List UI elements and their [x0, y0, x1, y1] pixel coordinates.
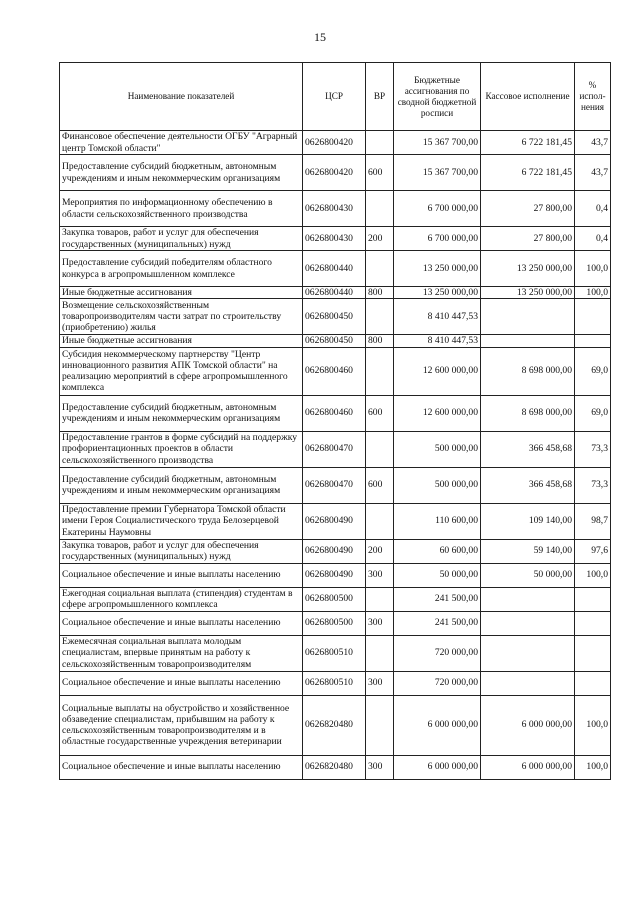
table-row	[60, 611, 611, 635]
row-name: Социальное обеспечение и иные выплаты населению	[60, 611, 303, 635]
row-budget: 500 000,00	[394, 431, 481, 467]
row-pct: 100,0	[575, 251, 611, 287]
row-csr: 0626800440	[303, 287, 366, 299]
row-budget: 8 410 447,53	[394, 335, 481, 347]
row-vr: 200	[366, 227, 394, 251]
row-cash: 8 698 000,00	[481, 347, 575, 395]
row-budget: 60 600,00	[394, 539, 481, 563]
row-csr: 0626800460	[303, 395, 366, 431]
row-vr: 300	[366, 671, 394, 695]
table-row	[60, 347, 611, 395]
row-vr: 300	[366, 755, 394, 779]
row-budget: 15 367 700,00	[394, 131, 481, 155]
table-row	[60, 287, 611, 299]
row-cash	[481, 335, 575, 347]
row-name: Мероприятия по информационному обеспечению в области сельскохозяйственного производства	[60, 191, 303, 227]
row-vr: 300	[366, 563, 394, 587]
row-vr: 600	[366, 395, 394, 431]
row-vr	[366, 635, 394, 671]
table-row	[60, 335, 611, 347]
row-budget: 241 500,00	[394, 611, 481, 635]
row-csr: 0626800470	[303, 431, 366, 467]
page-number: 15	[314, 30, 326, 44]
row-csr: 0626800450	[303, 335, 366, 347]
row-cash: 6 722 181,45	[481, 131, 575, 155]
row-pct	[575, 587, 611, 611]
row-cash: 8 698 000,00	[481, 395, 575, 431]
row-budget: 6 700 000,00	[394, 227, 481, 251]
row-csr: 0626800420	[303, 155, 366, 191]
row-pct: 73,3	[575, 431, 611, 467]
row-name: Социальное обеспечение и иные выплаты населению	[60, 755, 303, 779]
row-csr: 0626800470	[303, 467, 366, 503]
row-vr	[366, 503, 394, 539]
row-budget: 500 000,00	[394, 467, 481, 503]
row-vr	[366, 299, 394, 335]
row-csr: 0626800510	[303, 635, 366, 671]
row-vr	[366, 587, 394, 611]
table-row	[60, 131, 611, 155]
row-cash: 59 140,00	[481, 539, 575, 563]
budget-execution-table	[59, 62, 611, 780]
table-row	[60, 431, 611, 467]
row-csr: 0626820480	[303, 695, 366, 755]
header-cash: Кассовое исполнение	[481, 63, 575, 131]
row-name: Закупка товаров, работ и услуг для обеспечения государственных (муниципальных) нужд	[60, 227, 303, 251]
row-cash: 13 250 000,00	[481, 287, 575, 299]
row-name: Иные бюджетные ассигнования	[60, 335, 303, 347]
row-budget: 720 000,00	[394, 635, 481, 671]
row-name: Финансовое обеспечение деятельности ОГБУ "Аграрный центр Томской области"	[60, 131, 303, 155]
row-budget: 13 250 000,00	[394, 287, 481, 299]
row-csr: 0626800440	[303, 251, 366, 287]
row-cash	[481, 635, 575, 671]
row-vr	[366, 191, 394, 227]
row-pct	[575, 299, 611, 335]
table-row	[60, 695, 611, 755]
row-csr: 0626800460	[303, 347, 366, 395]
row-pct: 69,0	[575, 395, 611, 431]
row-budget: 13 250 000,00	[394, 251, 481, 287]
row-csr: 0626820480	[303, 755, 366, 779]
row-name: Субсидия некоммерческому партнерству "Центр инновационного развития АПК Томской области" на реализацию мероприятий в сфере агропромышленного комплекса	[60, 347, 303, 395]
row-cash: 366 458,68	[481, 467, 575, 503]
row-vr: 600	[366, 467, 394, 503]
table-row	[60, 503, 611, 539]
row-name: Социальные выплаты на обустройство и хозяйственное обзаведение специалистам, прибывшим на работу к сельскохозяйственным товаропроизводителям и в областные государственные учреждения ветеринарии	[60, 695, 303, 755]
row-pct: 43,7	[575, 131, 611, 155]
row-name: Предоставление грантов в форме субсидий на поддержку профориентационных проектов в области сельскохозяйственного производства	[60, 431, 303, 467]
table-row	[60, 155, 611, 191]
row-cash: 13 250 000,00	[481, 251, 575, 287]
row-pct: 69,0	[575, 347, 611, 395]
row-vr: 600	[366, 155, 394, 191]
row-cash: 50 000,00	[481, 563, 575, 587]
row-budget: 6 700 000,00	[394, 191, 481, 227]
row-pct: 43,7	[575, 155, 611, 191]
row-budget: 12 600 000,00	[394, 395, 481, 431]
row-vr	[366, 251, 394, 287]
row-budget: 12 600 000,00	[394, 347, 481, 395]
table-row	[60, 395, 611, 431]
row-budget: 8 410 447,53	[394, 299, 481, 335]
row-pct: 0,4	[575, 227, 611, 251]
row-cash: 109 140,00	[481, 503, 575, 539]
table-row	[60, 467, 611, 503]
row-pct: 97,6	[575, 539, 611, 563]
header-csr: ЦСР	[303, 63, 366, 131]
row-cash	[481, 299, 575, 335]
table-row	[60, 299, 611, 335]
row-budget: 50 000,00	[394, 563, 481, 587]
row-cash	[481, 587, 575, 611]
table-row	[60, 563, 611, 587]
row-name: Предоставление премии Губернатора Томской области имени Героя Социалистического труда Белозерцевой Екатерины Наумовны	[60, 503, 303, 539]
row-cash: 27 800,00	[481, 191, 575, 227]
row-vr	[366, 131, 394, 155]
row-budget: 720 000,00	[394, 671, 481, 695]
row-vr: 800	[366, 335, 394, 347]
row-vr: 300	[366, 611, 394, 635]
row-pct	[575, 671, 611, 695]
row-csr: 0626800510	[303, 671, 366, 695]
header-name: Наименование показателей	[60, 63, 303, 131]
row-name: Социальное обеспечение и иные выплаты населению	[60, 563, 303, 587]
table-row	[60, 755, 611, 779]
table-row	[60, 587, 611, 611]
row-pct: 100,0	[575, 563, 611, 587]
header-budget: Бюджетные ассигнования по сводной бюджетной росписи	[394, 63, 481, 131]
row-pct: 100,0	[575, 695, 611, 755]
row-name: Иные бюджетные ассигнования	[60, 287, 303, 299]
row-name: Ежемесячная социальная выплата молодым специалистам, впервые принятым на работу к сельскохозяйственным товаропроизводителям	[60, 635, 303, 671]
row-cash	[481, 671, 575, 695]
row-name: Возмещение сельскохозяйственным товаропроизводителям части затрат по строительству (приобретению) жилья	[60, 299, 303, 335]
row-pct: 0,4	[575, 191, 611, 227]
row-pct	[575, 611, 611, 635]
row-budget: 241 500,00	[394, 587, 481, 611]
row-cash: 27 800,00	[481, 227, 575, 251]
row-csr: 0626800490	[303, 563, 366, 587]
row-budget: 6 000 000,00	[394, 695, 481, 755]
row-name: Закупка товаров, работ и услуг для обеспечения государственных (муниципальных) нужд	[60, 539, 303, 563]
row-csr: 0626800450	[303, 299, 366, 335]
row-cash: 6 000 000,00	[481, 695, 575, 755]
row-csr: 0626800490	[303, 503, 366, 539]
row-vr	[366, 347, 394, 395]
table-header-row	[60, 63, 611, 131]
row-cash: 6 722 181,45	[481, 155, 575, 191]
row-vr	[366, 695, 394, 755]
row-pct	[575, 635, 611, 671]
row-name: Предоставление субсидий бюджетным, автономным учреждениям и иным некоммерческим организациям	[60, 467, 303, 503]
row-csr: 0626800500	[303, 587, 366, 611]
row-budget: 15 367 700,00	[394, 155, 481, 191]
row-pct	[575, 335, 611, 347]
row-vr: 800	[366, 287, 394, 299]
row-cash: 6 000 000,00	[481, 755, 575, 779]
row-cash	[481, 611, 575, 635]
row-csr: 0626800490	[303, 539, 366, 563]
row-vr	[366, 431, 394, 467]
row-name: Ежегодная социальная выплата (стипендия) студентам в сфере агропромышленного комплекса	[60, 587, 303, 611]
table-row	[60, 635, 611, 671]
row-csr: 0626800420	[303, 131, 366, 155]
table-row	[60, 539, 611, 563]
row-csr: 0626800500	[303, 611, 366, 635]
row-name: Предоставление субсидий бюджетным, автономным учреждениям и иным некоммерческим организациям	[60, 395, 303, 431]
row-cash: 366 458,68	[481, 431, 575, 467]
row-budget: 110 600,00	[394, 503, 481, 539]
row-pct: 73,3	[575, 467, 611, 503]
header-pct: % испол-нения	[575, 63, 611, 131]
header-vr: ВР	[366, 63, 394, 131]
row-vr: 200	[366, 539, 394, 563]
row-csr: 0626800430	[303, 191, 366, 227]
row-name: Социальное обеспечение и иные выплаты населению	[60, 671, 303, 695]
row-pct: 100,0	[575, 755, 611, 779]
table-row	[60, 251, 611, 287]
row-name: Предоставление субсидий бюджетным, автономным учреждениям и иным некоммерческим организациям	[60, 155, 303, 191]
row-name: Предоставление субсидий победителям областного конкурса в агропромышленном комплексе	[60, 251, 303, 287]
table-row	[60, 671, 611, 695]
row-pct: 98,7	[575, 503, 611, 539]
table-row	[60, 227, 611, 251]
row-pct: 100,0	[575, 287, 611, 299]
row-budget: 6 000 000,00	[394, 755, 481, 779]
row-csr: 0626800430	[303, 227, 366, 251]
table-row	[60, 191, 611, 227]
